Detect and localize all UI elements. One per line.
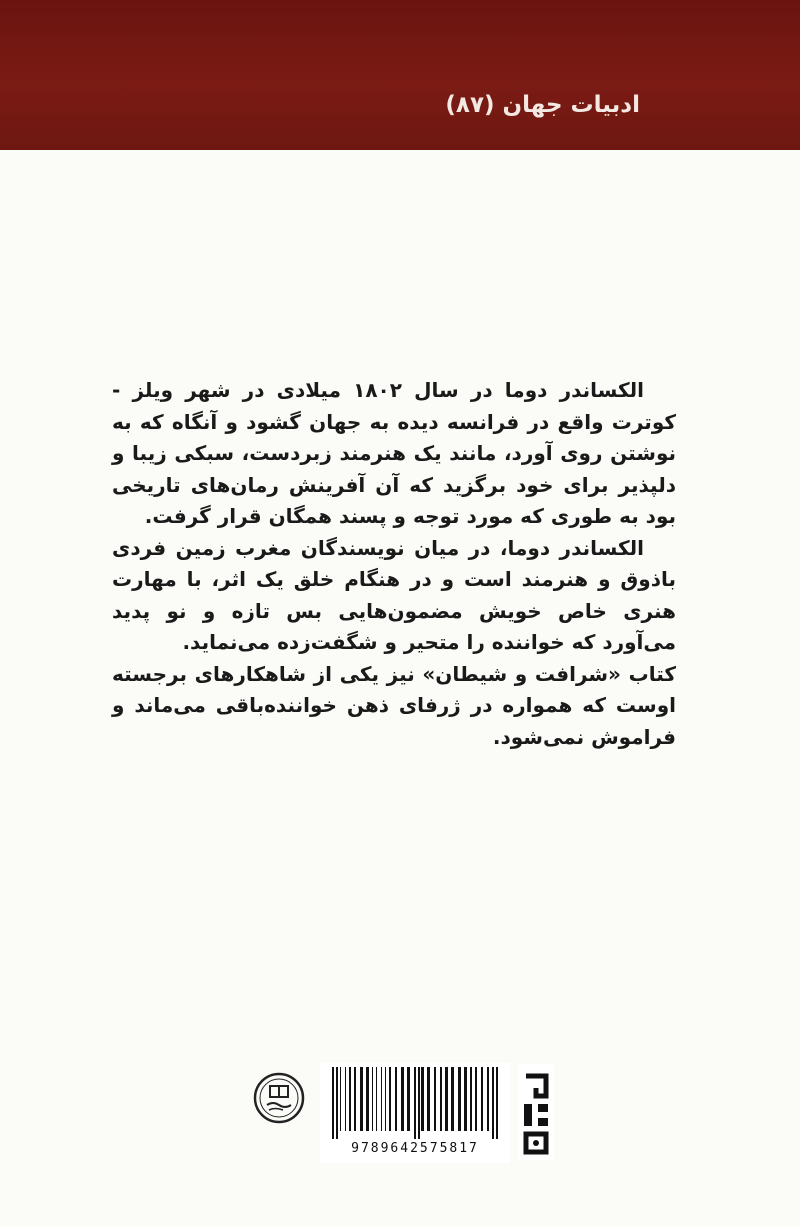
description-paragraph-2: الکساندر دوما، در میان نویسندگان مغرب زمین فردی باذوق و هنرمند است و در هنگام خلق یک اثر، با مهارت هنری خاص خویش مضمون‌هایی بس تازه و نو پدید می‌آورد که خواننده را متحیر و شگفت‌زده می‌نماید. bbox=[112, 535, 676, 654]
description-text bbox=[112, 375, 676, 753]
isbn-barcode bbox=[320, 1063, 510, 1163]
publisher-seal-icon bbox=[253, 1072, 305, 1124]
header-band bbox=[0, 0, 800, 150]
description-paragraph-1: الکساندر دوما در سال ۱۸۰۲ میلادی در شهر ویلز - کوترت واقع در فرانسه دیده به جهان گشود و آنگاه که به نوشتن روی آورد، مانند یک هنرمند زبردست، سبکی زیبا و دلپذیر برای خود برگزید که آن آفرینش رمان‌های تاریخی بود به طوری که مورد توجه و پسند همگان قرار گرفت. bbox=[112, 378, 676, 528]
series-label: ادبیات جهان (۸۷) bbox=[445, 92, 640, 118]
isbn-number: 9789642575817 bbox=[351, 1141, 479, 1156]
imprint-logo-icon bbox=[516, 1062, 556, 1162]
barcode-bars bbox=[328, 1067, 502, 1139]
description-paragraph-3: کتاب «شرافت و شیطان» نیز یکی از شاهکارهای برجسته اوست که همواره در ژرفای ذهن خواننده‌باقی می‌ماند و فراموش نمی‌شود. bbox=[112, 661, 676, 749]
